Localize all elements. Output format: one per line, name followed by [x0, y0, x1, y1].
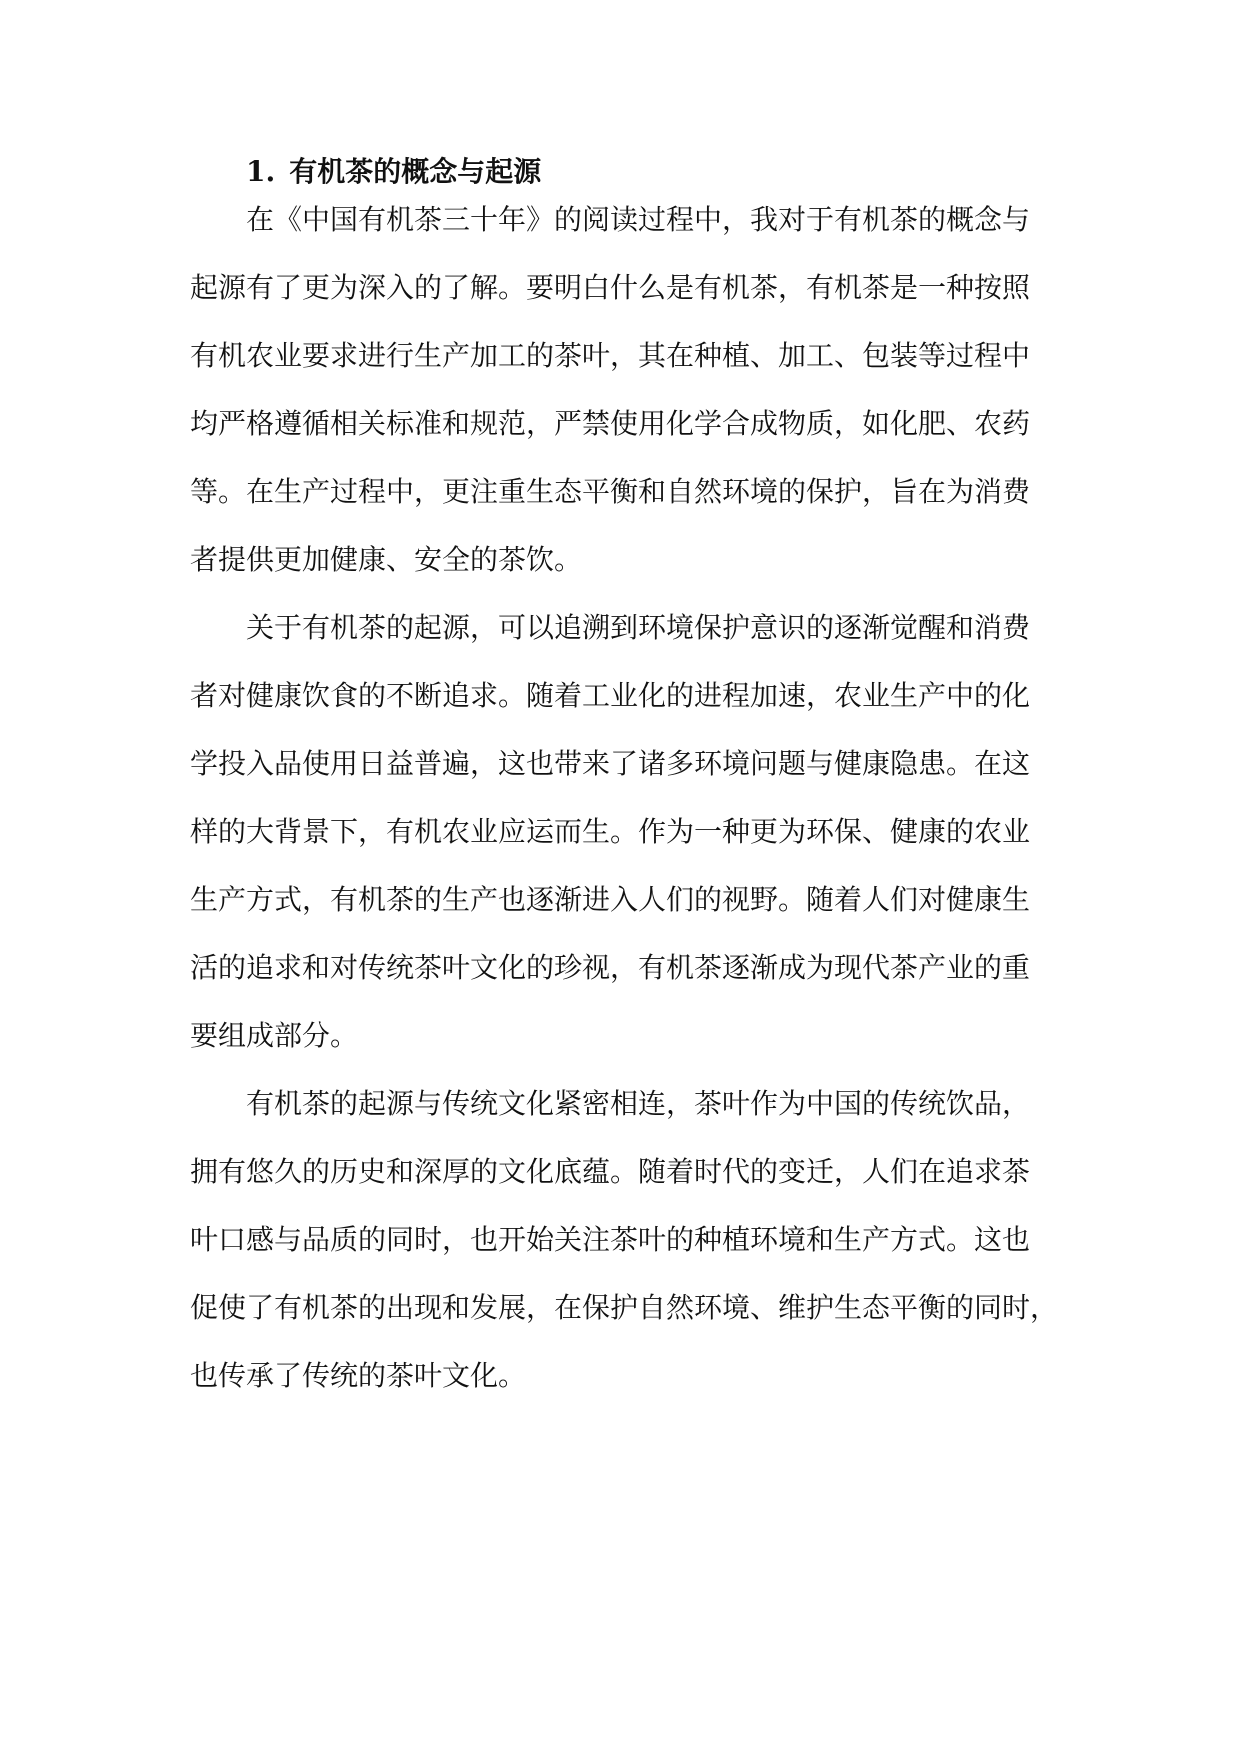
- section-title: 有机茶的概念与起源: [289, 155, 542, 188]
- paragraph-line: 起源有了更为深入的了解。要明白什么是有机茶，有机茶是一种按照: [190, 271, 1031, 304]
- paragraph-line: 在《中国有机茶三十年》的阅读过程中，我对于有机茶的概念与: [246, 203, 1031, 236]
- section-heading: [246, 148, 541, 196]
- paragraph-line: 学投入品使用日益普遍，这也带来了诸多环境问题与健康隐患。在这: [190, 747, 1031, 780]
- paragraph-line: 促使了有机茶的出现和发展，在保护自然环境、维护生态平衡的同时，: [190, 1291, 1059, 1324]
- paragraph-line: 关于有机茶的起源，可以追溯到环境保护意识的逐渐觉醒和消费: [246, 611, 1031, 644]
- section-number: 1.: [246, 155, 276, 188]
- paragraph-line: 均严格遵循相关标准和规范，严禁使用化学合成物质，如化肥、农药: [190, 407, 1031, 440]
- paragraph-line: 等。在生产过程中，更注重生态平衡和自然环境的保护，旨在为消费: [190, 475, 1031, 508]
- paragraph-line: 也传承了传统的茶叶文化。: [190, 1359, 527, 1392]
- paragraph-line: 样的大背景下，有机农业应运而生。作为一种更为环保、健康的农业: [190, 815, 1031, 848]
- paragraph-line: 有机茶的起源与传统文化紧密相连，茶叶作为中国的传统饮品，: [246, 1087, 1031, 1120]
- paragraph-line: 要组成部分。: [190, 1019, 359, 1052]
- paragraph-line: 叶口感与品质的同时，也开始关注茶叶的种植环境和生产方式。这也: [190, 1223, 1031, 1256]
- paragraph-line: 生产方式，有机茶的生产也逐渐进入人们的视野。随着人们对健康生: [190, 883, 1031, 916]
- paragraph-line: 有机农业要求进行生产加工的茶叶，其在种植、加工、包装等过程中: [190, 339, 1031, 372]
- paragraph-line: 者对健康饮食的不断追求。随着工业化的进程加速，农业生产中的化: [190, 679, 1031, 712]
- paragraph-line: 拥有悠久的历史和深厚的文化底蕴。随着时代的变迁，人们在追求茶: [190, 1155, 1031, 1188]
- paragraph-line: 活的追求和对传统茶叶文化的珍视，有机茶逐渐成为现代茶产业的重: [190, 951, 1031, 984]
- paragraph-line: 者提供更加健康、安全的茶饮。: [190, 543, 583, 576]
